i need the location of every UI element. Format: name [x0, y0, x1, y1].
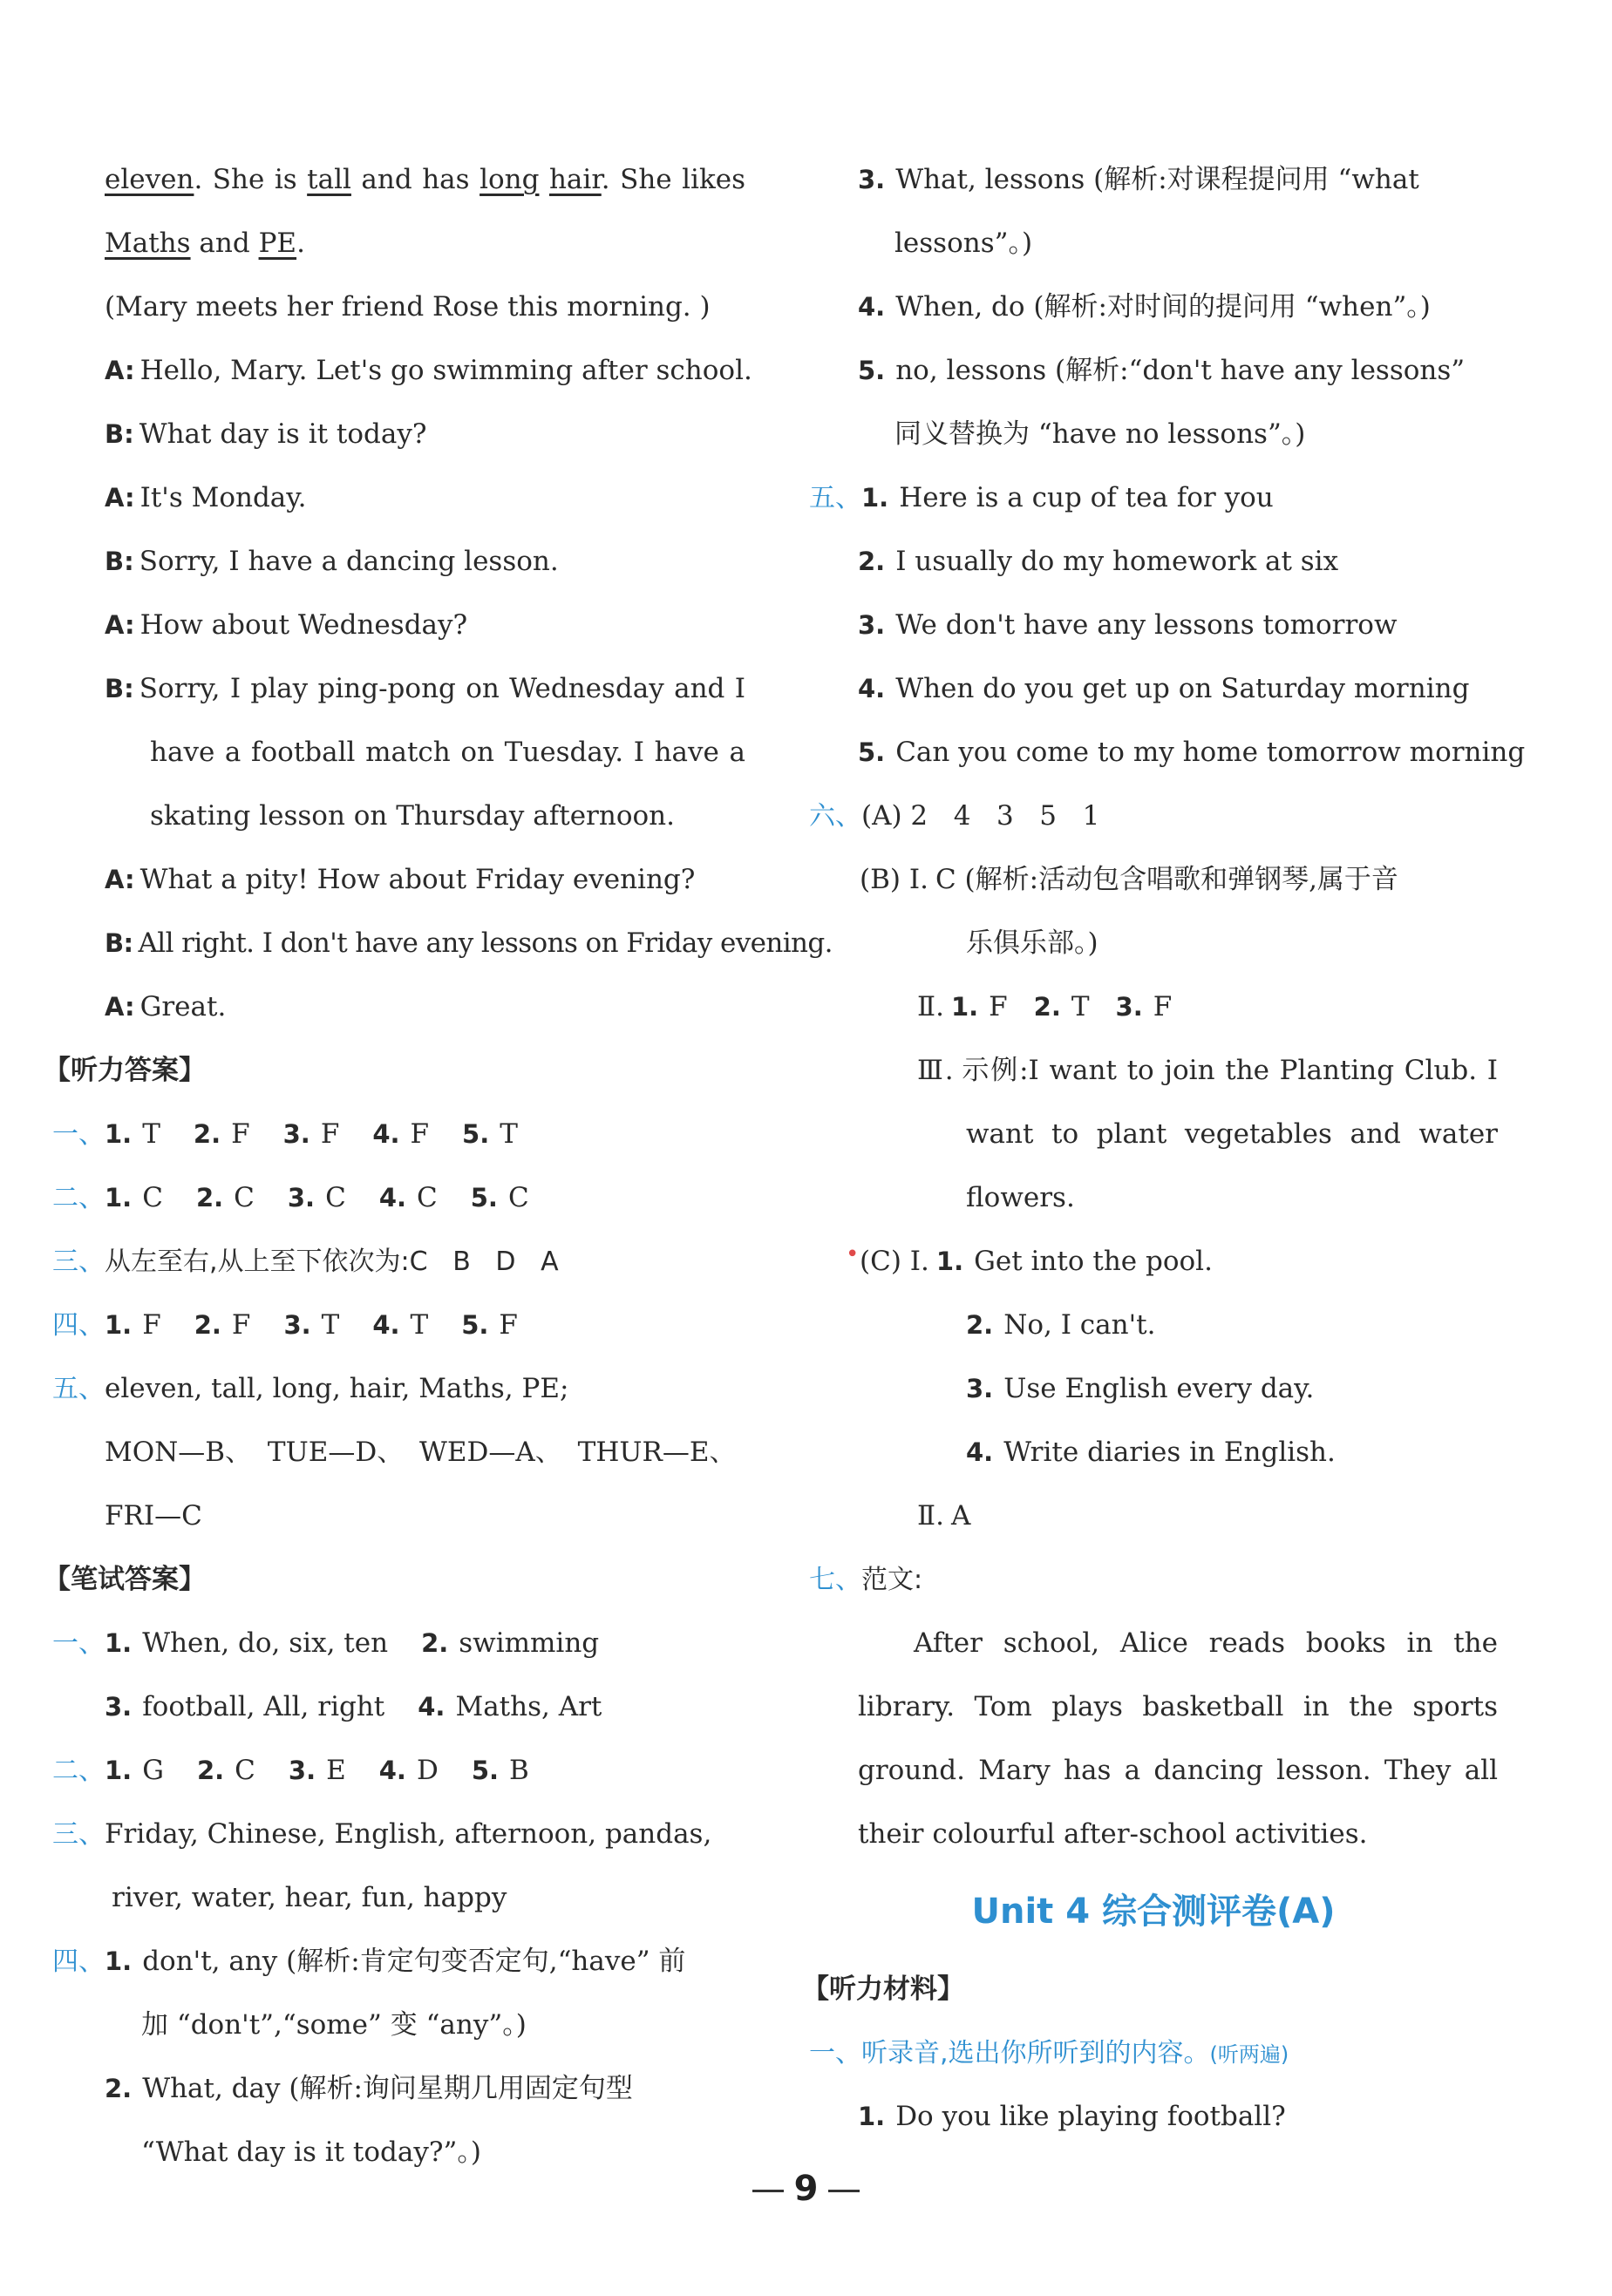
dialogue-line [105, 403, 745, 466]
section-six-b-ii [809, 975, 1498, 1039]
item-number: 4. [966, 1437, 994, 1467]
answer: don't, any (解析:肯定句变否定句,“have” 前 [142, 1946, 686, 1977]
underlined-word: PE [258, 228, 297, 259]
section-marker: 三、 [52, 1246, 105, 1277]
speaker-label: A: [105, 992, 135, 1022]
answer: C [507, 1182, 529, 1213]
answer: F [989, 991, 1008, 1022]
item-number: 5. [858, 356, 886, 385]
answer: A [950, 1500, 971, 1532]
answer: T [142, 1118, 160, 1150]
page-number-value: 9 [793, 2169, 819, 2209]
item-number: 3. [287, 1183, 316, 1213]
section-marker: 五、 [809, 483, 861, 513]
item-number: 3. [858, 610, 886, 640]
answer: Friday, Chinese, English, afternoon, pandas, [105, 1818, 712, 1850]
page-number-dash [828, 2190, 860, 2192]
scene-line: (Mary meets her friend Rose this morning. ) [105, 291, 711, 323]
text: . [296, 228, 305, 259]
answer: T [321, 1309, 340, 1341]
item-number: 1. [105, 1946, 133, 1976]
item-number: 3. [283, 1310, 311, 1340]
answer: C [142, 1182, 163, 1213]
item-number: 1. [105, 1628, 133, 1658]
item-number: 2. [858, 547, 886, 576]
answer: No, I can't. [1003, 1309, 1156, 1341]
part-label: (B) [860, 864, 901, 895]
answer-line [809, 148, 1498, 212]
answer: swimming [459, 1627, 600, 1659]
item-number: 1. [935, 1246, 964, 1276]
section-marker: 七、 [809, 1565, 861, 1595]
item-number: 4. [372, 1310, 400, 1340]
underlined-word: eleven [105, 164, 194, 195]
item-number: 5. [471, 1756, 500, 1785]
listening-section-2 [52, 1166, 745, 1230]
section-six-c-2 [809, 1294, 1498, 1357]
item-number: 4. [858, 292, 886, 322]
answer: F [320, 1118, 340, 1150]
question-text: Do you like playing football? [895, 2101, 1286, 2132]
dialogue-line [105, 594, 745, 657]
essay-line: ground. Mary has a dancing lesson. They all [858, 1755, 1498, 1786]
item-number: 2. [105, 2074, 133, 2103]
section-marker: 三、 [52, 1819, 105, 1850]
item-number: 2. [196, 1756, 225, 1785]
page-number [0, 2169, 1612, 2209]
item-number: 4. [418, 1692, 446, 1722]
answer-cont: lessons”。) [894, 228, 1033, 259]
dialogue-line [105, 848, 745, 912]
dialogue-text: Sorry, I play ping-pong on Wednesday and I [139, 673, 745, 704]
item-number: 3. [858, 165, 886, 194]
listening-material-header: 【听力材料】 [802, 1973, 964, 2005]
essay-line: After school, Alice reads books in the [914, 1627, 1498, 1659]
item-number: 1. [105, 1119, 133, 1149]
part-label: (C) [860, 1246, 901, 1277]
dialogue-text: What a pity! How about Friday evening? [139, 864, 696, 895]
text [539, 164, 549, 195]
roman-numeral: Ⅰ. [908, 864, 928, 895]
dialogue-text: What day is it today? [139, 418, 427, 450]
intro-line-1 [105, 148, 745, 212]
section-six-b-iii-cont: want to plant vegetables and water [966, 1118, 1498, 1150]
answer: Maths, Art [455, 1691, 602, 1722]
written-section-1 [52, 1612, 745, 1675]
dialogue-text: skating lesson on Thursday afternoon. [150, 800, 675, 832]
roman-numeral: Ⅰ. [909, 1246, 929, 1277]
answer: no, lessons (解析:“don't have any lessons” [895, 355, 1466, 386]
section-five-5 [809, 721, 1526, 785]
item-number: 1. [105, 1756, 133, 1785]
text: . She likes [601, 164, 745, 195]
item-number: 5. [858, 737, 886, 767]
written-section-4 [52, 1930, 745, 1994]
answer: F [231, 1118, 250, 1150]
answer: C [234, 1182, 255, 1213]
material-question-1 [809, 2085, 1498, 2149]
section-six-c-4 [809, 1421, 1498, 1484]
answer: Use English every day. [1003, 1373, 1315, 1404]
listening-section-5 [52, 1357, 745, 1421]
roman-numeral: Ⅱ. [917, 1500, 944, 1532]
section-six-b-iii-cont: flowers. [966, 1182, 1075, 1213]
written-section-3-line-2: river, water, hear, fun, happy [112, 1882, 507, 1913]
section-note: (听两遍) [1209, 2042, 1289, 2067]
dialogue-line [105, 785, 745, 848]
answer: C [325, 1182, 346, 1213]
speaker-label: B: [105, 674, 134, 703]
answer-line [809, 275, 1498, 339]
item-number: 4. [372, 1119, 400, 1149]
answer: Write diaries in English. [1003, 1437, 1336, 1468]
answer: What, lessons (解析:对课程提问用 “what [895, 164, 1419, 195]
answer: C [417, 1182, 438, 1213]
material-section-1 [809, 2021, 1498, 2085]
section-seven [809, 1548, 1498, 1612]
answer: When, do, six, ten [142, 1627, 389, 1659]
answer: C (解析:活动包含唱歌和弹钢琴,属于音 [935, 864, 1398, 895]
answer: F [1153, 991, 1173, 1022]
speaker-label: A: [105, 483, 135, 513]
speaker-label: B: [105, 419, 134, 449]
essay-line: library. Tom plays basketball in the sports [858, 1691, 1498, 1722]
dialogue-text: How about Wednesday? [139, 609, 468, 641]
speaker-label: B: [105, 928, 133, 958]
answer: E [326, 1755, 346, 1786]
page-number-dash [752, 2190, 784, 2192]
answer: eleven, tall, long, hair, Maths, PE; [105, 1373, 569, 1404]
answer-cont: 同义替换为 “have no lessons”。) [894, 418, 1306, 450]
section-marker: 四、 [52, 1946, 105, 1977]
dialogue-line [105, 721, 745, 785]
answer: D [416, 1755, 439, 1786]
dialogue-text: Hello, Mary. Let's go swimming after school. [139, 355, 752, 386]
listening-section-3 [52, 1230, 745, 1294]
dialogue-line [105, 466, 745, 530]
section-six-b-i [809, 848, 1498, 912]
answer: F [410, 1118, 430, 1150]
answer: G [142, 1755, 164, 1786]
answer: Get into the pool. [974, 1246, 1213, 1277]
written-section-4-item-2 [105, 2057, 745, 2121]
answer: football, All, right [142, 1691, 385, 1722]
dialogue-line [105, 975, 745, 1039]
section-six-a [809, 785, 1498, 848]
written-section-3 [52, 1803, 745, 1866]
essay-label: 范文: [861, 1565, 923, 1595]
written-section-1-line-2 [105, 1675, 745, 1739]
section-six-c-1 [809, 1230, 1498, 1294]
section-instruction: 一、听录音,选出你所听到的内容。 [809, 2038, 1210, 2068]
item-number: 2. [195, 1183, 224, 1213]
section-marker: 四、 [52, 1310, 105, 1341]
mark-dot-icon: • [846, 1241, 860, 1267]
section-six-c-ii [809, 1484, 1498, 1548]
answer: F [142, 1309, 161, 1341]
listening-answers-header: 【听力答案】 [44, 1055, 206, 1086]
dialogue-text: All right. I don't have any lessons on Friday evening. [138, 927, 833, 959]
dialogue-text: It's Monday. [139, 482, 307, 513]
answer-line [809, 339, 1498, 403]
intro-line-2 [105, 212, 745, 275]
unit-title: Unit 4 综合测评卷(A) [971, 1892, 1336, 1932]
section-marker: 五、 [52, 1374, 105, 1404]
item-number: 3. [282, 1119, 310, 1149]
section-marker: 一、 [52, 1628, 105, 1659]
text: and has [350, 164, 480, 195]
listening-section-4 [52, 1294, 745, 1357]
written-section-2 [52, 1739, 745, 1803]
underlined-word: long [480, 164, 540, 195]
item-number: 3. [1115, 992, 1143, 1022]
item-number: 5. [461, 1310, 489, 1340]
text: and [190, 228, 259, 259]
text: . She is [194, 164, 308, 195]
section-five-3 [809, 594, 1498, 657]
section-marker: 二、 [52, 1756, 105, 1786]
answer: C [235, 1755, 255, 1786]
item-number: 3. [288, 1756, 316, 1785]
answer: T [1071, 991, 1090, 1022]
answer: We don't have any lessons tomorrow [895, 609, 1398, 641]
dialogue-line [105, 912, 833, 975]
item-number: 5. [462, 1119, 490, 1149]
item-number: 1. [861, 483, 889, 513]
item-number: 1. [105, 1310, 133, 1340]
answer: (A) 2 4 3 5 1 [861, 800, 1100, 832]
written-answers-header: 【笔试答案】 [44, 1564, 206, 1595]
roman-numeral: Ⅱ. [917, 991, 944, 1022]
underlined-word: hair [548, 164, 602, 195]
item-number: 2. [193, 1119, 221, 1149]
dialogue-line [105, 339, 752, 403]
item-number: 2. [194, 1310, 221, 1340]
answer: Can you come to my home tomorrow morning [895, 737, 1526, 768]
dialogue-line [105, 657, 745, 721]
underlined-word: tall [307, 164, 351, 195]
section-five-2 [809, 530, 1498, 594]
speaker-label: B: [105, 547, 134, 576]
answer: F [499, 1309, 518, 1341]
section-six-b-iii [809, 1039, 1498, 1103]
underlined-word: Maths [105, 228, 191, 259]
answer: T [410, 1309, 429, 1341]
answer: B [509, 1755, 529, 1786]
left-column [44, 148, 833, 2184]
answer: When, do (解析:对时间的提问用 “when”。) [895, 291, 1431, 323]
answer: Here is a cup of tea for you [899, 482, 1274, 513]
item-number: 4. [378, 1756, 406, 1785]
right-column [802, 148, 1526, 2149]
answer: T [500, 1118, 518, 1150]
item-number: 3. [966, 1374, 994, 1403]
speaker-label: A: [105, 865, 135, 894]
speaker-label: A: [105, 610, 135, 640]
item-number: 2. [421, 1628, 449, 1658]
listening-section-5-line-3: FRI—C [105, 1500, 202, 1532]
section-marker: 二、 [52, 1183, 105, 1213]
section-six-c-3 [809, 1357, 1498, 1421]
dialogue-text: have a football match on Tuesday. I have a [150, 737, 745, 768]
written-section-4-item-2-cont: “What day is it today?”。) [141, 2136, 481, 2168]
answer: I usually do my homework at six [895, 546, 1339, 577]
item-number: 1. [858, 2102, 886, 2131]
dialogue-line [105, 530, 745, 594]
item-number: 4. [378, 1183, 407, 1213]
speaker-label: A: [105, 356, 135, 385]
answer: When do you get up on Saturday morning [895, 673, 1470, 704]
item-number: 4. [858, 674, 886, 703]
listening-section-5-line-2: MON—B、 TUE—D、 WED—A、 THUR—E、 [105, 1437, 737, 1468]
dialogue-text: Sorry, I have a dancing lesson. [139, 546, 559, 577]
item-number: 1. [950, 992, 979, 1022]
item-number: 1. [105, 1183, 133, 1213]
section-six-b-i-cont: 乐俱乐部。) [966, 927, 1098, 959]
answer: What, day (解析:询问星期几用固定句型 [142, 2073, 633, 2104]
listening-section-1 [52, 1103, 745, 1166]
section-five-4 [809, 657, 1498, 721]
written-section-4-cont: 加 “don't”,“some” 变 “any”。) [141, 2009, 527, 2041]
item-number: 5. [470, 1183, 498, 1213]
answer: F [231, 1309, 251, 1341]
answer: 示例:I want to join the Planting Club. I [960, 1055, 1498, 1086]
item-number: 2. [1033, 992, 1061, 1022]
dialogue-text: Great. [139, 991, 227, 1022]
item-number: 3. [105, 1692, 133, 1722]
section-five-1 [809, 466, 1498, 530]
section-marker: 六、 [809, 801, 861, 832]
answer: 从左至右,从上至下依次为:C B D A [105, 1246, 559, 1277]
essay-line: their colourful after-school activities. [858, 1818, 1368, 1850]
item-number: 2. [966, 1310, 994, 1340]
roman-numeral: Ⅲ. [917, 1055, 954, 1086]
section-marker: 一、 [52, 1119, 105, 1150]
